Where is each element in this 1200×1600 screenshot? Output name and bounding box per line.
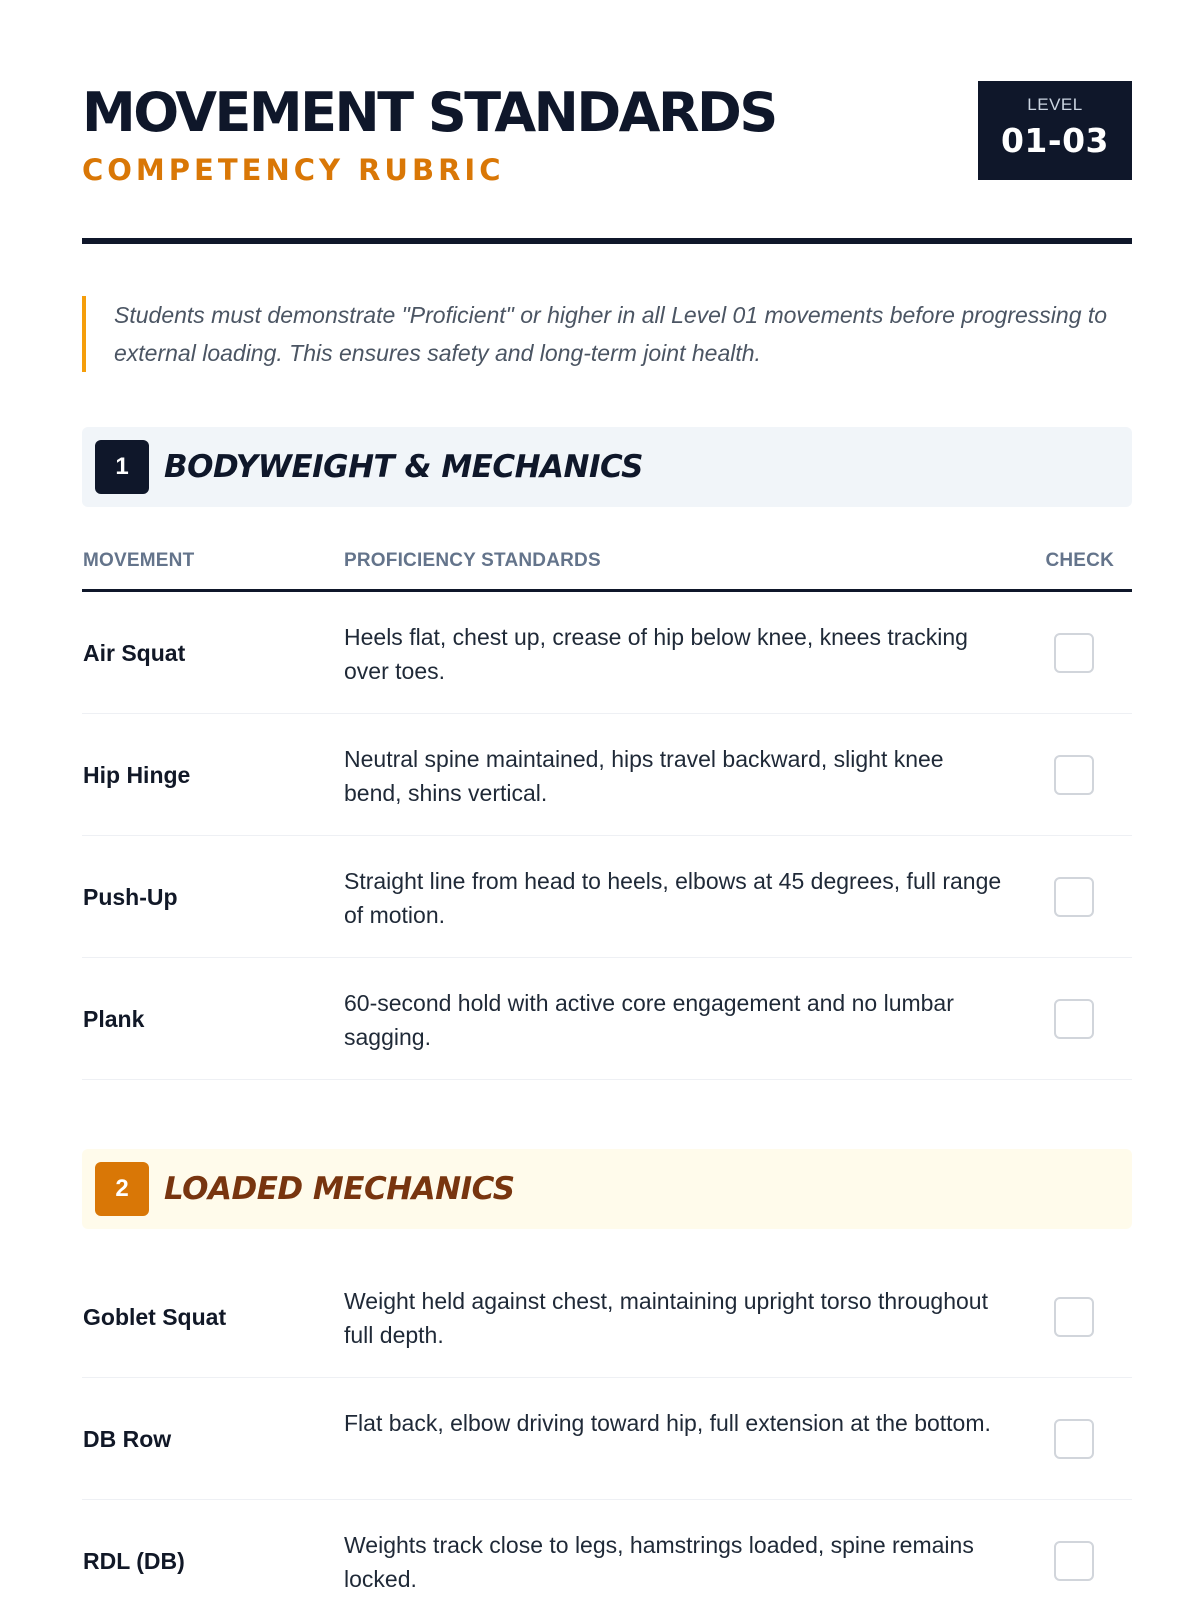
section-header-bodyweight bbox=[82, 427, 1132, 507]
table-column-headers bbox=[82, 532, 1132, 592]
column-header-proficiency: PROFICIENCY STANDARDS bbox=[344, 550, 601, 571]
proficiency-standard: Flat back, elbow driving toward hip, full extension at the bottom. bbox=[344, 1410, 991, 1436]
movement-name: DB Row bbox=[83, 1426, 172, 1452]
movement-name: Push-Up bbox=[83, 884, 178, 910]
column-header-movement: MOVEMENT bbox=[83, 550, 195, 571]
movement-name: Plank bbox=[83, 1006, 145, 1032]
proficiency-standard: 60-second hold with active core engagement and no lumbar sagging. bbox=[344, 990, 954, 1050]
movement-name: Goblet Squat bbox=[83, 1304, 227, 1330]
proficiency-standard: Heels flat, chest up, crease of hip below knee, knees tracking over toes. bbox=[344, 624, 968, 684]
table-row bbox=[82, 836, 1132, 958]
section-title: BODYWEIGHT & MECHANICS bbox=[164, 449, 643, 485]
section-number-badge: 2 bbox=[95, 1162, 149, 1216]
column-header-check: CHECK bbox=[1045, 550, 1114, 571]
table-row bbox=[82, 714, 1132, 836]
movement-name: Air Squat bbox=[83, 640, 186, 666]
rubric-page bbox=[82, 0, 1132, 1592]
proficiency-standard: Weights track close to legs, hamstrings loaded, spine remains locked. bbox=[344, 1532, 974, 1592]
page-subtitle: COMPETENCY RUBRIC bbox=[82, 153, 505, 187]
table-bodyweight bbox=[82, 592, 1132, 1080]
proficiency-standard: Straight line from head to heels, elbows at 45 degrees, full range of motion. bbox=[344, 868, 1002, 928]
movement-name: RDL (DB) bbox=[83, 1548, 185, 1574]
section-number-badge: 1 bbox=[95, 440, 149, 494]
table-row bbox=[82, 1378, 1132, 1500]
section-header-loaded bbox=[82, 1149, 1132, 1229]
prerequisite-note bbox=[82, 296, 1132, 372]
proficiency-standard: Weight held against chest, maintaining upright torso throughout full depth. bbox=[344, 1288, 988, 1348]
section-title: LOADED MECHANICS bbox=[164, 1171, 515, 1207]
table-row bbox=[82, 1500, 1132, 1600]
check-checkbox[interactable] bbox=[1054, 877, 1094, 917]
page-title: MOVEMENT STANDARDS bbox=[82, 81, 776, 144]
proficiency-standard: Neutral spine maintained, hips travel backward, slight knee bend, shins vertical. bbox=[344, 746, 944, 806]
level-label: LEVEL bbox=[1027, 95, 1083, 114]
check-checkbox[interactable] bbox=[1054, 999, 1094, 1039]
table-loaded bbox=[82, 1256, 1132, 1600]
table-row bbox=[82, 592, 1132, 714]
check-checkbox[interactable] bbox=[1054, 755, 1094, 795]
page-header bbox=[82, 0, 1132, 244]
table-row bbox=[82, 958, 1132, 1080]
prerequisite-note-text: Students must demonstrate "Proficient" or higher in all Level 01 movements before progressing to external loading. This ensures safety and long-term joint health. bbox=[114, 302, 1108, 366]
check-checkbox[interactable] bbox=[1054, 633, 1094, 673]
level-value: 01-03 bbox=[1000, 121, 1110, 160]
check-checkbox[interactable] bbox=[1054, 1541, 1094, 1581]
table-row bbox=[82, 1256, 1132, 1378]
check-checkbox[interactable] bbox=[1054, 1297, 1094, 1337]
check-checkbox[interactable] bbox=[1054, 1419, 1094, 1459]
movement-name: Hip Hinge bbox=[83, 762, 191, 788]
level-badge bbox=[978, 81, 1132, 180]
